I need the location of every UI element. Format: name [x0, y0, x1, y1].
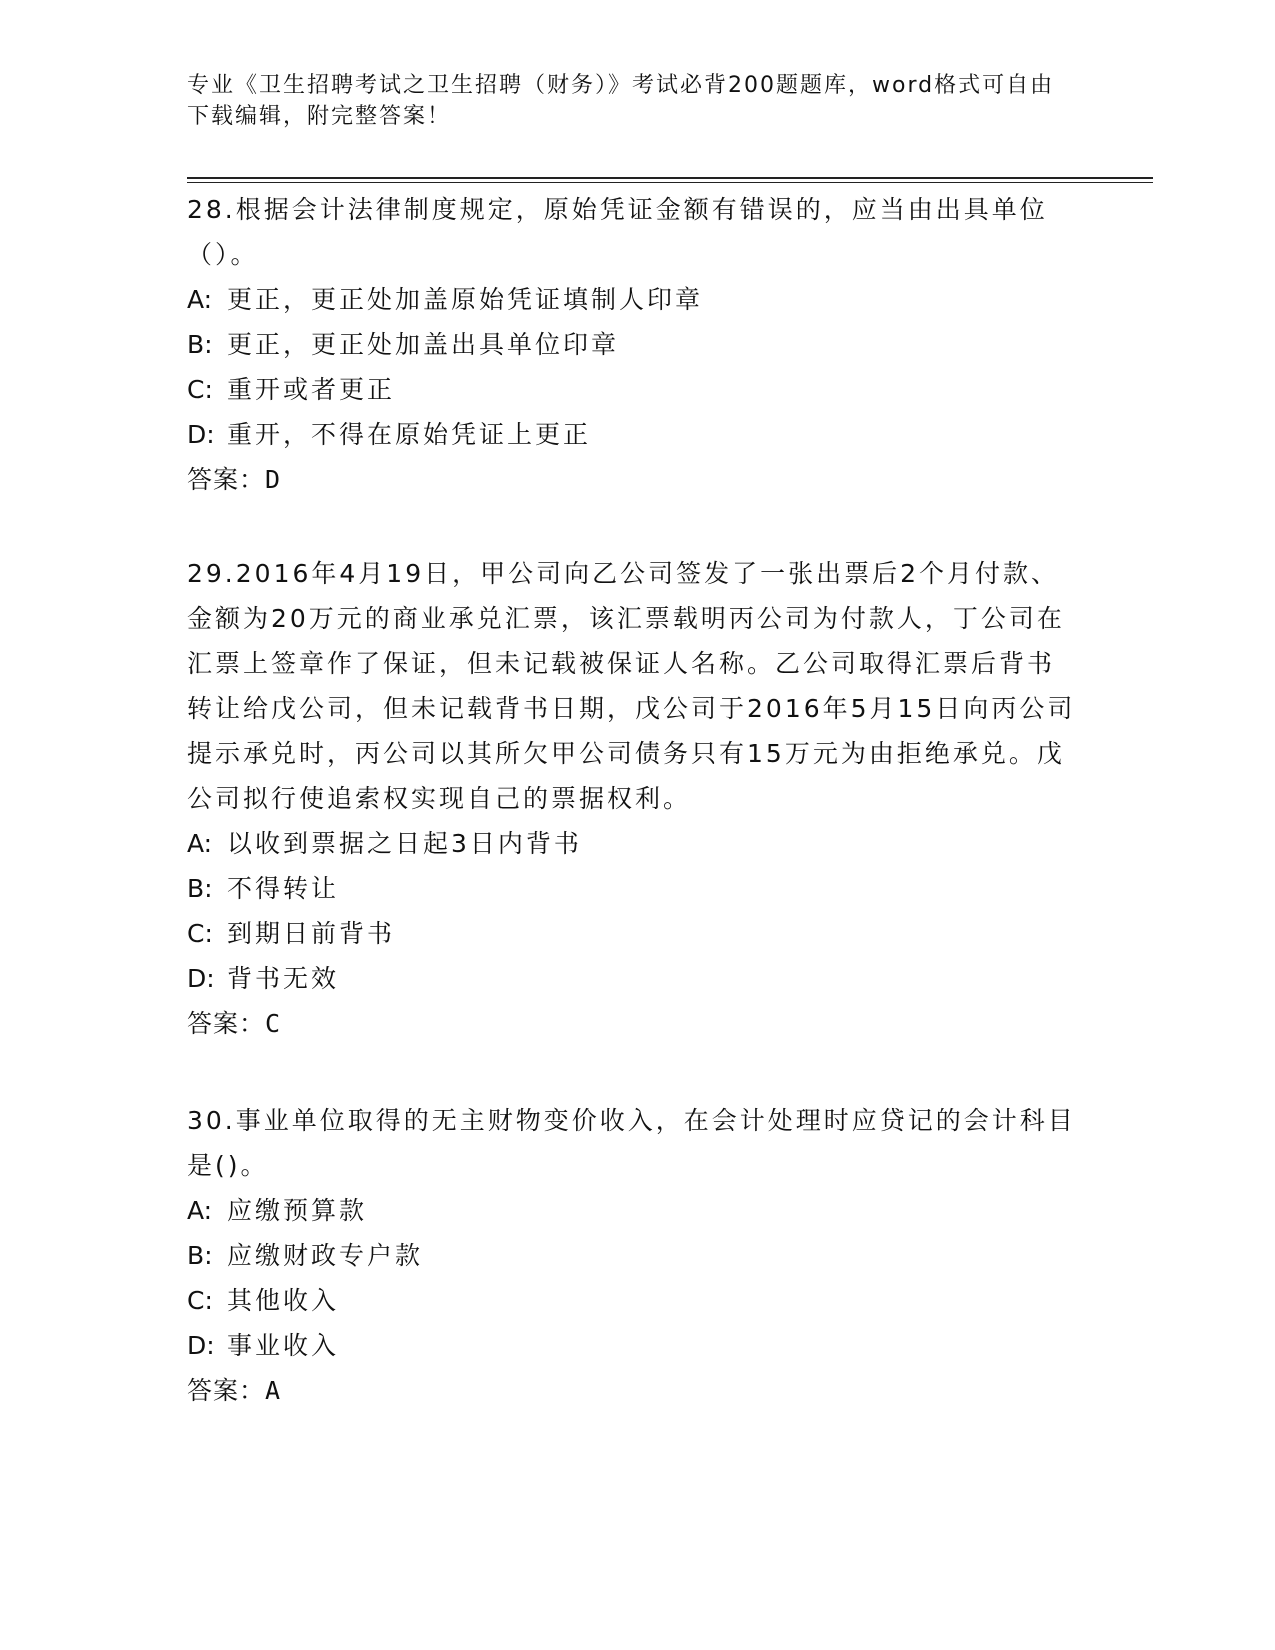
option-key: B: — [187, 1241, 213, 1270]
option-text: 更正，更正处加盖出具单位印章 — [227, 330, 620, 359]
option-c — [187, 911, 1077, 956]
option-c — [187, 1278, 1077, 1323]
option-key: B: — [187, 874, 213, 903]
option-text: 以收到票据之日起3日内背书 — [227, 829, 582, 858]
option-key: A: — [187, 829, 213, 858]
option-a — [187, 821, 1077, 866]
answer-value: D — [265, 465, 282, 494]
option-text: 事业收入 — [227, 1331, 340, 1360]
question-stem: 30.事业单位取得的无主财物变价收入，在会计处理时应贷记的会计科目是()。 — [187, 1106, 1076, 1180]
option-b — [187, 322, 1077, 367]
option-text: 重开或者更正 — [227, 375, 396, 404]
answer-label: 答案： — [187, 465, 266, 494]
answer-line — [187, 1368, 1077, 1413]
option-text: 背书无效 — [227, 964, 340, 993]
option-key: B: — [187, 330, 213, 359]
option-d — [187, 956, 1077, 1001]
option-text: 其他收入 — [227, 1286, 340, 1315]
option-text: 应缴预算款 — [227, 1196, 368, 1225]
question-28 — [187, 187, 1077, 502]
document-header: 专业《卫生招聘考试之卫生招聘（财务）》考试必背200题题库，word格式可自由下载编辑，附完整答案！ — [187, 73, 1055, 129]
option-b — [187, 866, 1077, 911]
option-key: A: — [187, 1196, 213, 1225]
answer-line — [187, 1001, 1077, 1046]
option-text: 到期日前背书 — [227, 919, 396, 948]
header-divider-thin — [187, 182, 1153, 183]
question-30 — [187, 1098, 1077, 1413]
answer-line — [187, 457, 1077, 502]
option-key: C: — [187, 1286, 213, 1315]
question-stem: 28.根据会计法律制度规定，原始凭证金额有错误的，应当由出具单位（）。 — [187, 195, 1048, 269]
option-text: 应缴财政专户款 — [227, 1241, 424, 1270]
option-d — [187, 412, 1077, 457]
question-29 — [187, 551, 1077, 1046]
option-key: C: — [187, 919, 213, 948]
option-b — [187, 1233, 1077, 1278]
answer-label: 答案： — [187, 1009, 266, 1038]
option-a — [187, 277, 1077, 322]
option-key: A: — [187, 285, 213, 314]
option-text: 重开，不得在原始凭证上更正 — [227, 420, 592, 449]
answer-label: 答案： — [187, 1376, 266, 1405]
option-a — [187, 1188, 1077, 1233]
header-divider-thick — [187, 177, 1153, 179]
option-key: C: — [187, 375, 213, 404]
option-key: D: — [187, 964, 215, 993]
answer-value: C — [265, 1009, 282, 1038]
option-key: D: — [187, 1331, 215, 1360]
answer-value: A — [265, 1376, 282, 1405]
option-text: 不得转让 — [227, 874, 340, 903]
option-key: D: — [187, 420, 215, 449]
option-c — [187, 367, 1077, 412]
question-stem: 29.2016年4月19日，甲公司向乙公司签发了一张出票后2个月付款、金额为20万元的商业承兑汇票，该汇票载明丙公司为付款人，丁公司在汇票上签章作了保证，但未记载被保证人名称。乙公司取得汇票后背书转让给戊公司，但未记载背书日期，戊公司于2016年5月15日向丙公司提示承兑时，丙公司以其所欠甲公司债务只有15万元为由拒绝承兑。戊公司拟行使追索权实现自己的票据权利。 — [187, 559, 1076, 813]
option-text: 更正，更正处加盖原始凭证填制人印章 — [227, 285, 704, 314]
option-d — [187, 1323, 1077, 1368]
